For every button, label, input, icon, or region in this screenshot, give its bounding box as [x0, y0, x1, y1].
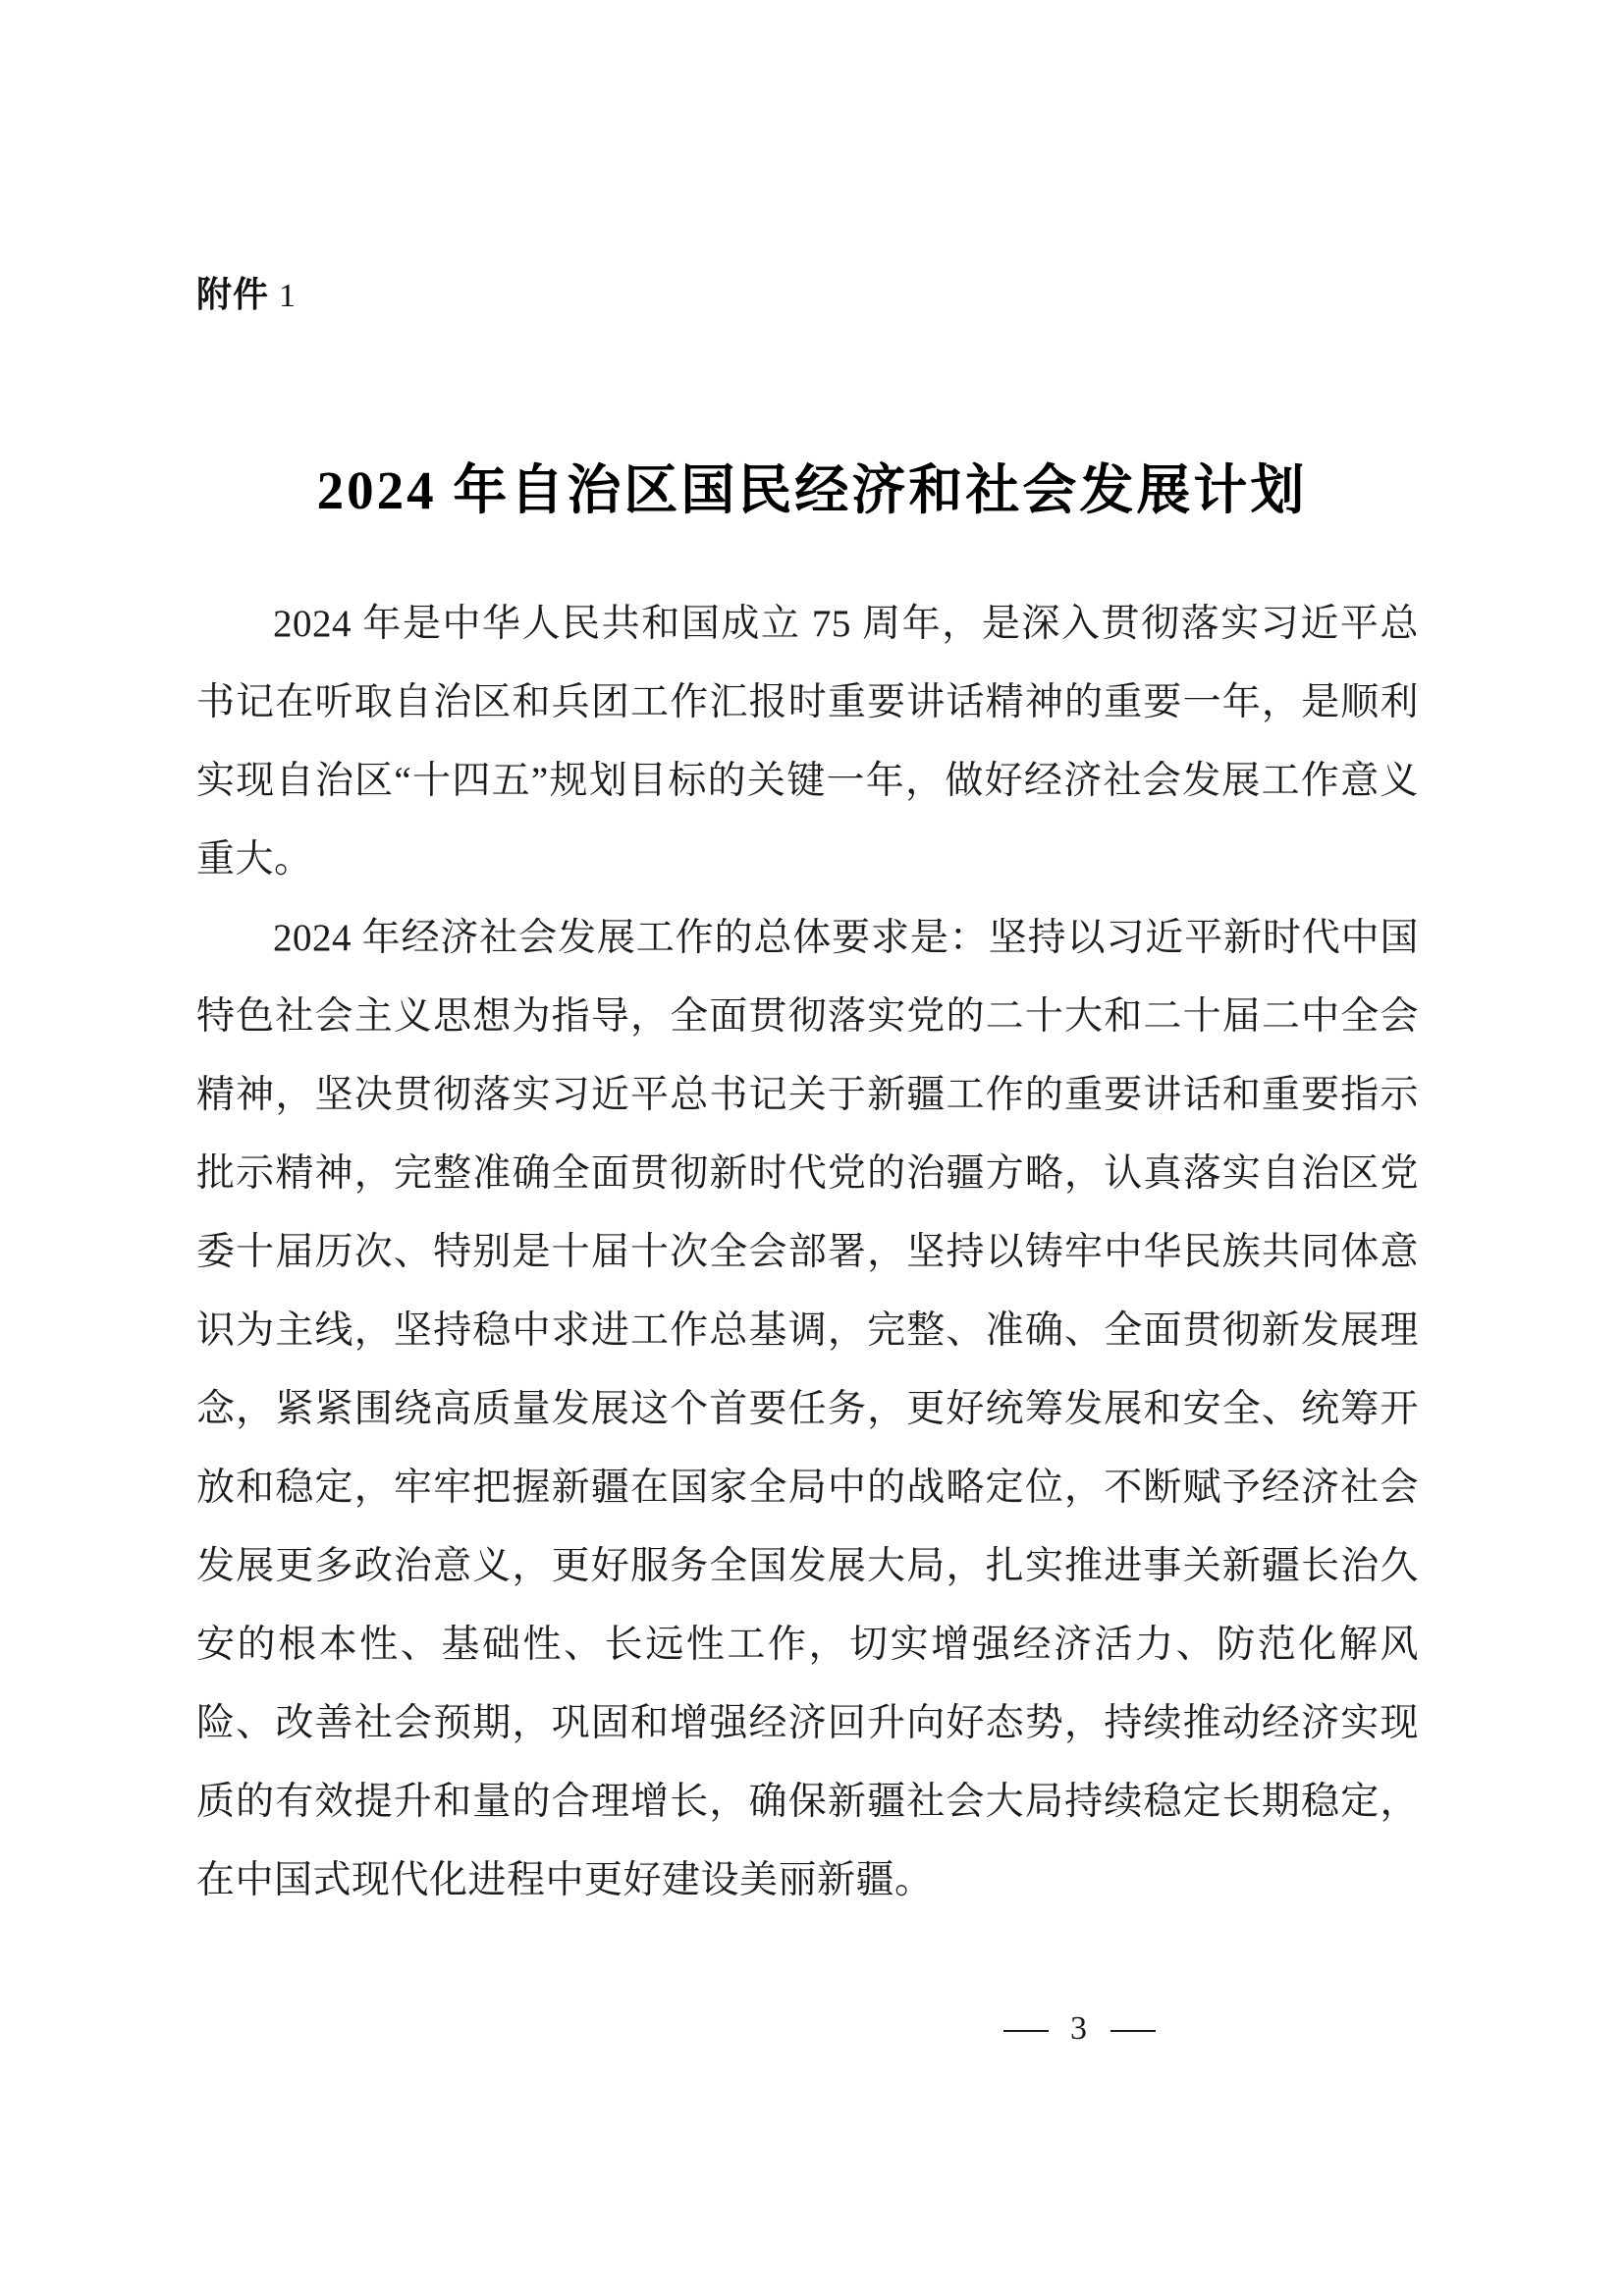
page-number: 3 [1070, 2010, 1089, 2047]
document-body [196, 585, 1419, 1920]
paragraph-2-text: 2024 年经济社会发展工作的总体要求是：坚持以习近平新时代中国特色社会主义思想为指导，全面贯彻落实党的二十大和二十届二中全会精神，坚决贯彻落实习近平总书记关于新疆工作的重要讲话和重要指示批示精神，完整准确全面贯彻新时代党的治疆方略，认真落实自治区党委十届历次、特别是十届十次全会部署，坚持以铸牢中华民族共同体意识为主线，坚持稳中求进工作总基调，完整、准确、全面贯彻新发展理念，紧紧围绕高质量发展这个首要任务，更好统筹发展和安全、统筹开放和稳定，牢牢把握新疆在国家全局中的战略定位，不断赋予经济社会发展更多政治意义，更好服务全国发展大局，扎实推进事关新疆长治久安的根本性、基础性、长远性工作，切实增强经济活力、防范化解风险、改善社会预期，巩固和增强经济回升向好态势，持续推动经济实现质的有效提升和量的合理增长，确保新疆社会大局持续稳定长期稳定，在中国式现代化进程中更好建设美丽新疆。 [196, 917, 1419, 1901]
folio-dash-left [1003, 2030, 1049, 2032]
folio-dash-right [1110, 2030, 1156, 2032]
attachment-header [196, 267, 297, 317]
folio [982, 2010, 1177, 2048]
paragraph-2 [196, 899, 1419, 1920]
page-title: 2024 年自治区国民经济和社会发展计划 [316, 459, 1308, 520]
attachment-label: 附件 [196, 274, 270, 314]
page-footer [0, 2010, 1624, 2048]
paragraph-1-text: 2024 年是中华人民共和国成立 75 周年，是深入贯彻落实习近平总书记在听取自治区和兵团工作汇报时重要讲话精神的重要一年，是顺利实现自治区“十四五”规划目标的关键一年，做好经济社会发展工作意义重大。 [196, 603, 1419, 881]
paragraph-1 [196, 585, 1419, 899]
attachment-number: 1 [279, 278, 298, 314]
